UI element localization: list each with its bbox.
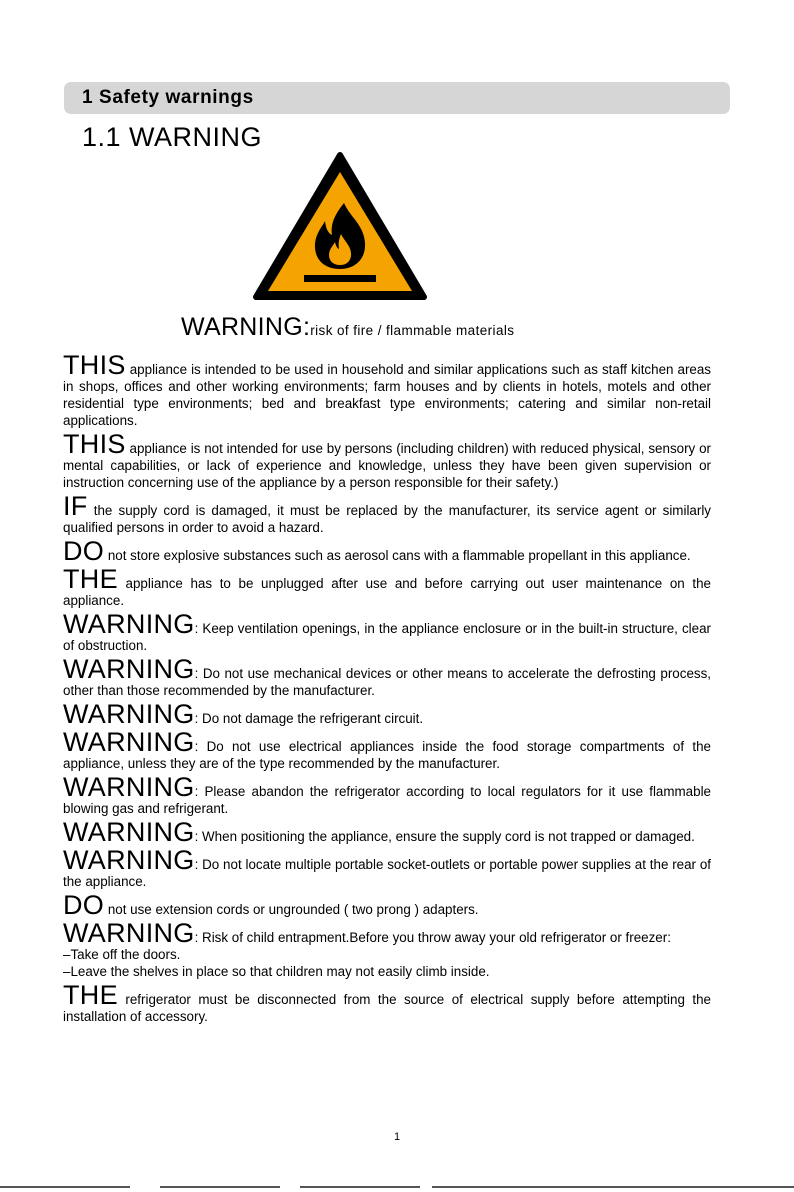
warning-paragraph [63,564,711,609]
paragraph-lead-word: THIS [63,350,126,380]
caption-text: risk of fire / flammable materials [310,323,515,338]
warning-paragraph [63,918,711,980]
paragraph-text: appliance is not intended for use by persons (including children) with reduced physical, sensory or mental capabilities, or lack of experience and knowledge, unless they have been given supervision or instruction concerning use of the appliance by a person responsible for their safety.) [63,441,711,490]
warning-paragraph [63,609,711,654]
safety-warnings-body [63,350,711,1028]
paragraph-text: : Keep ventilation openings, in the appliance enclosure or in the built-in structure, clear of obstruction. [63,621,711,653]
section-title: 1 Safety warnings [82,87,254,108]
paragraph-text: : Do not damage the refrigerant circuit. [194,711,424,726]
paragraph-lead-word: WARNING [63,609,195,639]
warning-sign-caption [181,313,514,342]
page-number: 1 [393,1131,401,1143]
paragraph-lead-word: WARNING [63,727,195,757]
paragraph-text: : Do not locate multiple portable socket-outlets or portable power supplies at the rear of the appliance. [63,857,711,889]
warning-paragraph [63,536,711,566]
warning-paragraph [63,772,711,817]
paragraph-text: : Risk of child entrapment.Before you throw away your old refrigerator or freezer: [194,930,671,945]
instruction-line: –Leave the shelves in place so that children may not easily climb inside. [63,964,490,979]
instruction-line: –Take off the doors. [63,947,181,962]
bottom-divider [0,1186,794,1189]
paragraph-text: not use extension cords or ungrounded ( two prong ) adapters. [104,902,479,917]
paragraph-lead-word: DO [63,890,105,920]
paragraph-lead-word: THIS [63,429,126,459]
warning-paragraph [63,845,711,890]
paragraph-lead-word: THE [63,980,118,1010]
paragraph-text: appliance is intended to be used in household and similar applications such as staff kitchen areas in shops, offices and other working environments; farm houses and by clients in hotels, motels and other residential type environments; bed and breakfast type environments; catering and similar non-retail applications. [63,362,711,428]
paragraph-lead-word: WARNING [63,654,195,684]
paragraph-lead-word: WARNING [63,817,195,847]
warning-paragraph [63,699,711,729]
paragraph-text: : When positioning the appliance, ensure the supply cord is not trapped or damaged. [194,829,695,844]
paragraph-lead-word: WARNING [63,699,195,729]
paragraph-lead-word: WARNING [63,845,195,875]
paragraph-lead-word: IF [63,491,88,521]
flammable-warning-triangle-icon [252,151,428,303]
warning-paragraph [63,890,711,920]
section-header-bar [64,82,730,114]
warning-paragraph [63,727,711,772]
paragraph-lead-word: WARNING [63,772,195,802]
paragraph-text: : Please abandon the refrigerator according to local regulators for it use flammable blowing gas and refrigerant. [63,784,711,816]
warning-paragraph [63,491,711,536]
warning-paragraph [63,654,711,699]
caption-lead: WARNING: [181,313,311,341]
paragraph-lead-word: WARNING [63,918,195,948]
paragraph-text: not store explosive substances such as aerosol cans with a flammable propellant in this appliance. [104,548,691,563]
subsection-title: 1.1 WARNING [82,122,263,152]
warning-paragraph [63,350,711,429]
paragraph-text: : Do not use electrical appliances inside the food storage compartments of the appliance, unless they are of the type recommended by the manufacturer. [63,739,711,771]
warning-paragraph [63,429,711,491]
paragraph-text: appliance has to be unplugged after use and before carrying out user maintenance on the appliance. [63,576,711,608]
warning-paragraph [63,980,711,1025]
paragraph-text: the supply cord is damaged, it must be replaced by the manufacturer, its service agent or similarly qualified persons in order to avoid a hazard. [63,503,711,535]
paragraph-text: refrigerator must be disconnected from the source of electrical supply before attempting the installation of accessory. [63,992,711,1024]
warning-paragraph [63,817,711,847]
paragraph-text: : Do not use mechanical devices or other means to accelerate the defrosting process, other than those recommended by the manufacturer. [63,666,711,698]
paragraph-lead-word: DO [63,536,105,566]
paragraph-lead-word: THE [63,564,118,594]
